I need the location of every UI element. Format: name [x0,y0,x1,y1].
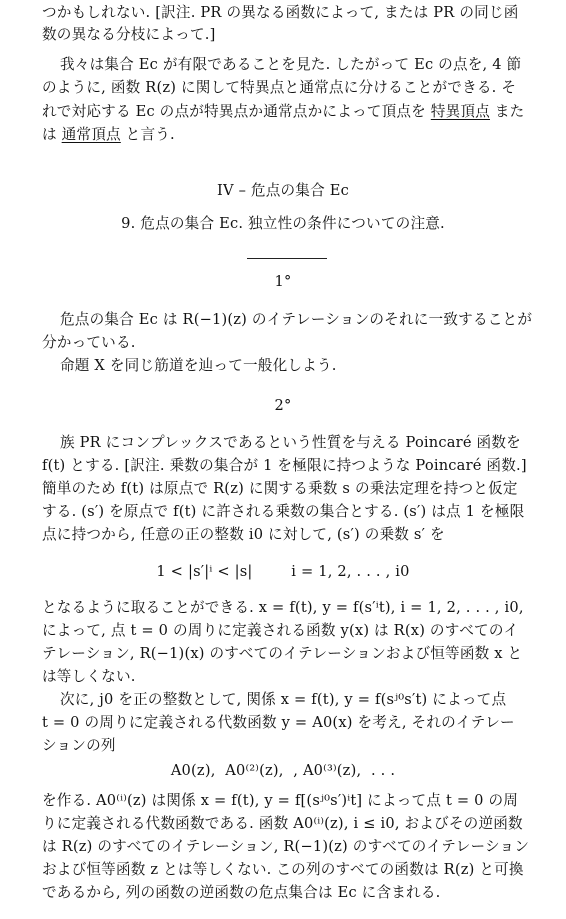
text-span: は [42,126,62,143]
text-line: 族 PR にコンプレックスであるという性質を与える Poincaré 函数を [60,434,521,451]
text-line: 次に, j0 を正の整数として, 関係 x = f(t), y = f(sʲ⁰s′t) によって点 [60,691,507,708]
chapter-heading: IV – 危点の集合 Ec [217,182,349,199]
text-line: となるように取ることができる. x = f(t), y = f(s′ⁱt), i = 1, 2, . . . , i0, [42,599,524,616]
text-line: および恒等函数 z とは等しくない. この列のすべての函数は R(z) と可換 [42,861,524,878]
text-line: ションの列 [42,737,116,754]
text-line: は R(z) のすべてのイテレーション, R(−1)(z) のすべてのイテレーション [42,838,530,855]
text-span: れで対応する Ec の点が特異点か通常点かによって頂点を [42,103,431,120]
subsection-number: 2° [274,397,292,414]
text-line: 簡単のため f(t) は原点で R(z) に関する乗数 s の乗法定理を持つと仮定 [42,480,518,497]
text-line: によって, 点 t = 0 の周りに定義される函数 y(x) は R(x) のすべてのイ [42,622,519,639]
text-line: f(t) とする. [訳注. 乗数の集合が 1 を極限に持つような Poincaré 函数.] [42,457,527,474]
subsection-number: 1° [274,273,292,290]
text-line [42,101,542,123]
text-line: 我々は集合 Ec が有限であることを見た. したがって Ec の点を, 4 節 [60,56,522,73]
term-ordinary-vertex: 通常頂点 [61,126,121,143]
text-line: 点に持つから, 任意の正の整数 i0 に対して, (s′) の乗数 s′ を [42,526,445,543]
text-line: 数の異なる分枝によって.] [42,26,216,43]
text-line: は等しくない. [42,668,136,685]
text-line: 命題 X を同じ筋道を辿って一般化しよう. [60,357,337,374]
display-formula: 1 < |s′|ⁱ < |s| i = 1, 2, . . . , i0 [156,563,410,580]
text-line: つかもしれない. [訳注. PR の異なる函数によって, または PR の同じ函 [42,4,519,21]
display-formula: A0(z), A0⁽²⁾(z), , A0⁽³⁾(z), . . . [170,762,396,779]
section-heading: 9. 危点の集合 Ec. 独立性の条件についての注意. [121,215,445,232]
text-span: と言う. [120,126,175,143]
text-line: テレーション, R(−1)(x) のすべてのイテレーションおよび恒等函数 x と [42,645,523,662]
term-singular-vertex: 特異頂点 [430,103,490,120]
text-line: t = 0 の周りに定義される代数函数 y = A0(x) を考え, それのイテレー [42,714,515,731]
text-line: を作る. A0⁽ⁱ⁾(z) は関係 x = f(t), y = f[(sʲ⁰s′)ⁱt] によって点 t = 0 の周 [42,792,519,809]
text-line [42,124,542,146]
text-line: 分かっている. [42,334,136,351]
text-line: であるから, 列の函数の逆函数の危点集合は Ec に含まれる. [42,884,441,901]
divider [247,258,327,259]
text-line: のように, 函数 R(z) に関して特異点と通常点に分けることができる. そ [42,79,517,96]
text-line: する. (s′) を原点で f(t) に許される乗数の集合とする. (s′) は点 1 を極限 [42,503,525,520]
text-line: 危点の集合 Ec は R(−1)(z) のイテレーションのそれに一致することが [60,311,533,328]
text-line: りに定義される代数函数である. 函数 A0⁽ⁱ⁾(z), i ≤ i0, およびその逆函数 [42,815,523,832]
text-span: また [489,103,525,120]
